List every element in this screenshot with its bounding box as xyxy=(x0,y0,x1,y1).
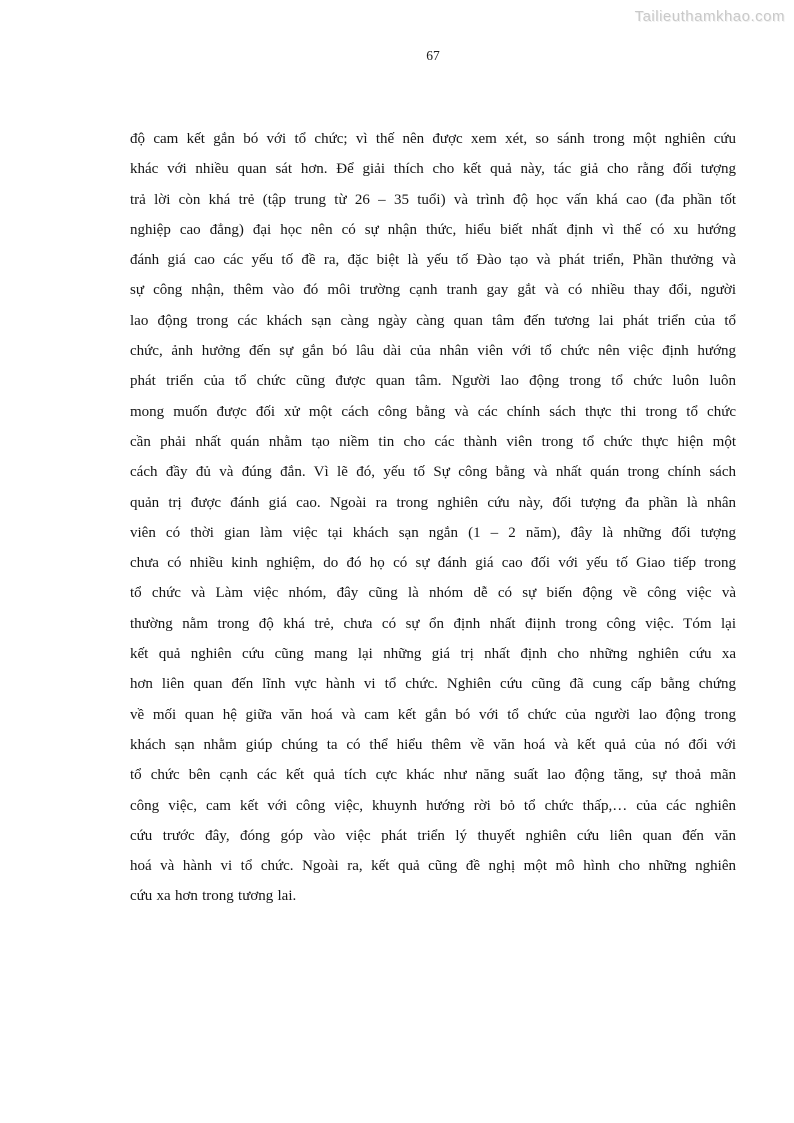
paragraph-line: thường nằm trong độ khá trẻ, chưa có sự ổn định nhất điịnh trong công việc. Tóm lại xyxy=(130,615,736,632)
paragraph-line: chưa có nhiều kinh nghiệm, do đó họ có sự đánh giá cao đối với yếu tố Giao tiếp trong xyxy=(130,555,736,572)
paragraph-line: độ cam kết gắn bó với tổ chức; vì thế nên được xem xét, so sánh trong một nghiên cứu xyxy=(130,131,736,147)
paragraph-line: tổ chức và Làm việc nhóm, đây cũng là nhóm dễ có sự biến động về công việc và xyxy=(130,585,736,602)
paragraph-line: cách đầy đủ và đúng đắn. Vì lẽ đó, yếu tố Sự công bằng và nhất quán trong chính sách xyxy=(130,464,736,481)
paragraph-line: mong muốn được đối xử một cách công bằng và các chính sách thực thi trong tổ chức xyxy=(130,403,736,420)
paragraph-line: chức, ảnh hưởng đến sự gắn bó lâu dài của nhân viên với tổ chức nên việc định hướng xyxy=(130,343,736,360)
paragraph-line: sự công nhận, thêm vào đó môi trường cạnh tranh gay gắt và có nhiều thay đổi, người xyxy=(130,282,736,299)
paragraph-line: kết quả nghiên cứu cũng mang lại những giá trị nhất định cho những nghiên cứu xa xyxy=(130,646,736,663)
paragraph-line: cần phải nhất quán nhằm tạo niềm tin cho các thành viên trong tổ chức thực hiện một xyxy=(130,433,736,450)
paragraph-line: nghiệp cao đẳng) đại học nên có sự nhận thức, hiểu biết nhất định vì thế có xu hướng xyxy=(130,221,736,238)
page-number: 67 xyxy=(426,48,440,63)
paragraph-line: hơn liên quan đến lĩnh vực hành vi tổ chức. Nghiên cứu cũng đã cung cấp bằng chứng xyxy=(130,676,736,693)
paragraph-line: khác với nhiều quan sát hơn. Để giải thích cho kết quả này, tác giả cho rằng đối tượng xyxy=(130,161,736,178)
paragraph-line: hoá và hành vi tổ chức. Ngoài ra, kết quả cũng đề nghị một mô hình cho những nghiên xyxy=(130,858,736,875)
paragraph-line: về mối quan hệ giữa văn hoá và cam kết gắn bó với tổ chức của người lao động trong xyxy=(130,706,736,723)
body-paragraph xyxy=(130,124,736,912)
paragraph-line: đánh giá cao các yếu tố đề ra, đặc biệt là yếu tố Đào tạo và phát triển, Phần thưởng và xyxy=(130,252,736,269)
paragraph-line: công việc, cam kết với công việc, khuynh hướng rời bỏ tổ chức thấp,… của các nghiên xyxy=(130,797,736,814)
paragraph-line: khách sạn nhằm giúp chúng ta có thể hiểu thêm về văn hoá và kết quả của nó đối với xyxy=(130,736,736,753)
paragraph-line: quản trị được đánh giá cao. Ngoài ra trong nghiên cứu này, đối tượng đa phần là nhân xyxy=(130,494,736,511)
paragraph-line: viên có thời gian làm việc tại khách sạn ngắn (1 – 2 năm), đây là những đối tượng xyxy=(130,524,736,541)
paragraph-line: trả lời còn khá trẻ (tập trung từ 26 – 35 tuổi) và trình độ học vấn khá cao (đa phần tốt xyxy=(130,191,736,208)
paragraph-line: lao động trong các khách sạn càng ngày càng quan tâm đến tương lai phát triển của tổ xyxy=(130,312,736,329)
paragraph-line: cứu xa hơn trong tương lai. xyxy=(130,888,297,905)
paragraph-line: phát triển của tổ chức cũng được quan tâm. Người lao động trong tổ chức luôn luôn xyxy=(130,373,736,390)
paragraph-line: tổ chức bên cạnh các kết quả tích cực khác như năng suất lao động tăng, sự thoả mãn xyxy=(130,767,736,784)
site-watermark: Tailieuthamkhao.com xyxy=(634,8,785,25)
paragraph-line: cứu trước đây, đóng góp vào việc phát triển lý thuyết nghiên cứu liên quan đến văn xyxy=(130,827,736,844)
